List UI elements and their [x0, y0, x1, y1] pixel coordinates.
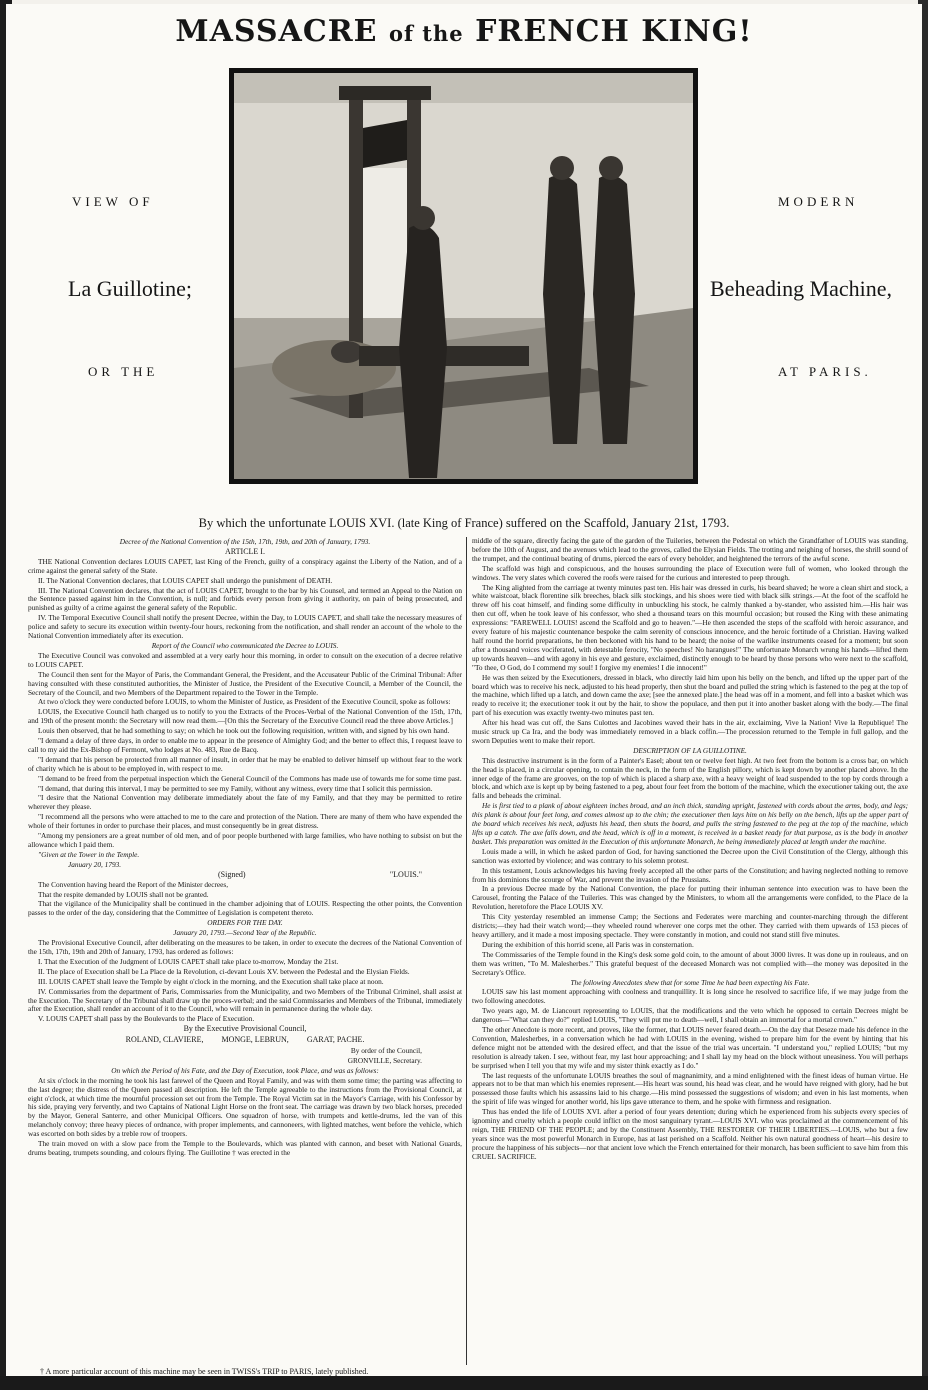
column-divider: [466, 537, 467, 1365]
paragraph: V. LOUIS CAPET shall pass by the Boulevards to the Place of Execution.: [38, 1014, 255, 1024]
paragraph: THE National Convention declares LOUIS CAPET, last King of the French, guilty of a conspiracy against the Liberty of the Nation, and of a crime against the general safety of the State.: [28, 556, 462, 575]
engraving-caption: By which the unfortunate LOUIS XVI. (late King of France) suffered on the Scaffold, January 21st, 1793.: [198, 516, 730, 530]
paragraph: middle of the square, directly facing the gate of the garden of the Tuileries, between the Pedestal on which the Grandfather of LOUIS was standing, before the 10th of August, and the avenues which lead to the groves, called the Elysian Fields. The trotting and neighing of horses, the shrill sound of the trumpet, and the continual beating of drums, pierced the ears of every beholder, and heightened the terrors of the awful scene.: [472, 536, 908, 563]
paragraph: IV. The Temporal Executive Council shall notify the present Decree, within the Day, to LOUIS CAPET, and shall take the necessary measures of police and safety to secure its execution within twenty-four hours, reckoning from the notification, and shall render an account of the whole to the National Convention immediately after its execution.: [28, 613, 462, 641]
side-beheading-machine: Beheading Machine,: [710, 276, 893, 301]
paragraph: The train moved on with a slow pace from the Temple to the Boulevards, which was planted with cannon, and beset with National Guards, drums beating, trumpets sounding, and colours flying. The Guillotine † was erected in the: [28, 1139, 462, 1157]
anecdotes-heading: The following Anecdotes shew that for some Time he had been expecting his Fate.: [570, 977, 810, 987]
paragraph: This destructive instrument is in the form of a Painter's Easel; about ten or twelve feet high. At two feet from the bottom is a cross bar, on which the head is placed, in a circular opening, to contain the neck, in the form of the English pillory, which is kept down by another placed above. In the inner edge of the frame are grooves, on the top of which is placed a sharp axe, with a heavy weight of lead suspended to the top by cords through a block, and which axe is kept up by being fastened to a peg, about four feet from the bottom of the machine, which the executioner taking out, the axe falls and beheads the criminal.: [472, 755, 908, 801]
paragraph: "I recommend all the persons who were attached to me to the care and protection of the Nation. There are many of them who have expended the whole of their fortunes in order to purchase their places, and must consequently be in great distress.: [28, 812, 462, 831]
paragraph: During the exhibition of this horrid scene, all Paris was in consternation.: [482, 939, 694, 949]
signature-3: GARAT, PACHE.: [306, 1035, 365, 1045]
paragraph: The King alighted from the carriage at twenty minutes past ten. His hair was dressed in curls, his beard shaved; he wore a clean shirt and stock, a white waistcoat, black florentine silk breeches, black silk stockings, and his shoes were tied with black silk strings.—At the foot of the scaffold he threw off his coat himself, and finding some difficulty in unbuckling his stock, he calmly thanked a by-stander, who assisted him.—His hair was then cut off, when he took leave of his confessor, who shed a thousand tears on this mournful occasion; but roused the King with these animating expressions: "FAREWELL LOUIS! ascend the Scaffold and go to heaven."—He then ascended the steps of the scaffold with heroic assurance, and every feature of his majestic countenance bespoke the calm serenity of conscious innocence, and the heroic fortitude of a Christian. Having walked half round the horrid preparations, he then beckoned with his hand to be heard; the noise of the warlike instruments ceased for a moment; but soon after a thousand voices vociferated, with detestable ferocity, "No speeches! No harangues!" The unfortunate Monarch wrung his hands—lifted them up towards heaven—and with agony in his eye and gesture, exclaimed, distinctly enough to be heard by those persons who were next to the scaffold, "To thee, O God, do I commend my soul! I forgive my enemies! I die innocent!": [472, 582, 908, 672]
title-of-the: of the: [388, 21, 464, 46]
paragraph: At six o'clock in the morning he took his last farewel of the Queen and Royal Family, and was with them some time; the parting was affecting to the last degree; the distress of the Queen passed all description. He left the Temple agreeable to the instructions from the Provisional Council, at eight o'clock, at which time the mournful procession set out from the Temple. The Royal Victim sat in the Mayor's Carriage, with his Confessor by his side, praying very fervently, and two Captains of National Light Horse on the front seat. The carriage was drawn by two black horses, preceded by the Mayor, General Santerre, and other Municipal Officers. One squadron of horse, with trumpets and kettle-drums, led the van of this melancholy convoy; three heavy pieces of ordnance, with proper implements, and cannoneers, with lighted matches, went before the vehicle, which was escorted on both sides by a treble row of troopers.: [28, 1075, 462, 1139]
page-title: [0, 14, 928, 49]
executioner-figure: [399, 225, 447, 478]
footnote: † A more particular account of this machine may be seen in TWISS's TRIP to PARIS, lately published.: [40, 1367, 369, 1376]
right-column: [472, 537, 908, 1163]
orders-date: January 20, 1793.—Second Year of the Republic.: [173, 928, 317, 938]
signed-label: (Signed): [218, 869, 246, 879]
paragraph: LOUIS, the Executive Council hath charged us to notify to you the Extracts of the Proces-Verbal of the National Convention of the 15th, 17th, and 19th of the present month: the Secretary will now read them.—[On this the Secretary of the Executive Council read the three above Articles.]: [28, 707, 462, 726]
paragraph: He is first tied to a plank of about eighteen inches broad, and an inch thick, standing upright, fastened with cords about the arms, body, and legs; this plank is about four feet long, and comes almost up to the chin; the executioner then lays him on his belly on the bench, lifts up the upper part of the board which receives his neck, adjusts his head, then shuts the board, and pulls the string fastened to the peg at the top of the machine, which lifts up a catch. The axe falls down, and the head, which is off in a moment, is received in a basket ready for that purpose, as is the body in another basket. This preparation was omitted in the Execution of this unfortunate Monarch, he being immediately placed at length under the machine.: [472, 801, 908, 846]
paragraph: The Convention having heard the Report of the Minister decrees,: [38, 879, 229, 889]
report-heading: Report of the Council who communicated the Decree to LOUIS.: [151, 640, 339, 650]
given-date: January 20, 1793.: [68, 859, 122, 869]
by-council: By the Executive Provisional Council,: [183, 1024, 307, 1034]
given-line: "Given at the Tower in the Temple.: [38, 849, 140, 859]
victim-head: [331, 341, 363, 363]
side-view-of: VIEW OF: [72, 194, 154, 209]
paragraph: "I demand a delay of three days, in order to enable me to appear in the presence of Almighty God; and the better to effect this, I request leave to call to my aid the Ex-Bishop of Fermont, who lodges at No. 483, Rue de Bacq.: [28, 736, 462, 754]
paragraph: II. The place of Execution shall be La Place de la Revolution, ci-devant Louis XV. between the Pedestal and the Elysian Fields.: [38, 966, 410, 976]
paragraph: At two o'clock they were conducted before LOUIS, to whom the Minister of Justice, as President of the Executive Council, spoke as follows:: [38, 697, 451, 707]
paragraph: The Executive Council was convoked and assembled at a very early hour this morning, in order to consult on the execution of a decree relative to LOUIS CAPET.: [28, 650, 462, 669]
signature-2: MONGE, LEBRUN,: [221, 1035, 289, 1045]
orders-heading: ORDERS FOR THE DAY.: [207, 918, 283, 928]
paragraph: The last requests of the unfortunate LOUIS breathes the soul of magnanimity, and a mind enlightened with the finest ideas of human virtue. He appears not to be that man which his enemies represent.—His heart was sound, his head was clear, and he would have reigned with glory, had he but possessed those faults which his assassins laid to his charge.—His mind possessed the suggestions of wisdom; and even in his last moments, when the spirit of life was winged for another world, his lips gave utterance to them, and he spoke with firmness and resignation.: [472, 1070, 908, 1107]
side-or-the: OR THE: [88, 364, 159, 379]
page-edge-bottom: [0, 1376, 928, 1390]
council-signatures: [28, 1036, 462, 1045]
left-column: [28, 537, 462, 1159]
signature-1: ROLAND, CLAVIERE,: [125, 1035, 204, 1045]
paragraph: LOUIS saw his last moment approaching with coolness and tranquillity. It is long since he resolved to sacrifice life, if we may judge from the two following anecdotes.: [472, 987, 908, 1006]
paragraph: Louis made a will, in which he asked pardon of God, for having sanctioned the Decree upon the Civil Constitution of the Clergy, although this sanction was extorted by violence; and was contrary to his solemn protest.: [472, 846, 908, 865]
side-guillotine: La Guillotine;: [68, 276, 193, 301]
title-end: FRENCH KING!: [475, 14, 753, 49]
paragraph: That the respite demanded by LOUIS shall not be granted.: [38, 889, 209, 899]
side-at-paris: AT PARIS.: [778, 364, 872, 379]
paragraph: "Among my pensioners are a great number of old men, and of poor people burthened with large families, who have nothing to subsist on but the allowance which I paid them.: [28, 831, 462, 849]
paragraph: "I demand to be freed from the perpetual inspection which the General Council of the Commons has made use of towards me for some time past.: [38, 773, 462, 783]
paragraph: The other Anecdote is more recent, and proves, like the former, that LOUIS never feared death.—On the day that Deseze made his defence in the Convention, Malesherbes, in a conversation which he had with LOUIS in the evening, wished to prepare him for the event by hinting that his defence might not be attended with the desired effect, and that the issue of the trial was uncertain. "I understand you," replied LOUIS; "but my resolution is already taken. I see, without fear, my last hour approaching; and I shall lay my head on the block without uneasiness. You will perhaps be surprised when I tell you that my wife and my sister think exactly as I do.": [472, 1025, 908, 1070]
paragraph: The scaffold was high and conspicuous, and the houses surrounding the place of Execution were full of women, who looked through the windows. The very slates which covered the roofs were raised for the curious and interested to peep through.: [472, 563, 908, 582]
paragraph: In a previous Decree made by the National Convention, the place for putting their inhuman sentence into execution was to have been the Carousel, fronting the Palace of the Tuileries. This was changed by the Ministers, to whom all the arrangements were confided, to the Place de la Revolution, heretofore the Place LOUIS XV.: [472, 884, 908, 912]
paragraph: The Council then sent for the Mayor of Paris, the Commandant General, the President, and the Accusateur Public of the Criminal Tribunal: After having consulted with these constituted authorities, the Minister of Justice, the President of the Executive Council, a Member of the Council, the Secretary of the Council, and two Members of the Department repaired to the Tower in the Temple.: [28, 669, 462, 697]
decree-heading: Decree of the National Convention of the 15th, 17th, 19th, and 20th of January, 1793.: [119, 537, 371, 546]
paragraph: IV. Commissaries from the department of Paris, Commissaries from the Municipality, and two Members of the Tribunal Criminel, shall assist at the Execution. The Secretary of the Tribunal shall draw up the proces-verbal; and the said Commissaries and Members of the Tribunal, immediately after the Execution, shall render an account of it to the Council, who will remain in permanence during the whole day.: [28, 986, 462, 1014]
engraving-illustration: [229, 68, 698, 484]
secretary: GRONVILLE, Secretary.: [347, 1055, 422, 1065]
article-heading: ARTICLE I.: [225, 546, 265, 556]
description-heading: DESCRIPTION OF LA GUILLOTINE.: [633, 745, 747, 755]
fate-heading: On which the Period of his Fate, and the Day of Execution, took Place, and was as follows:: [111, 1065, 379, 1075]
paragraph: After his head was cut off, the Sans Culottes and Jacobines waved their hats in the air, exclaiming, Vive la Nation! Vive la Republique! The music struck up Ca Ira, and the body was immediately removed in a black coffin.—The procession returned to the Temple in full gallop, and the sworn Deputies went to make their report.: [472, 718, 908, 745]
paragraph: II. The National Convention declares, that LOUIS CAPET shall undergo the punishment of DEATH.: [38, 575, 333, 585]
paragraph: "I demand, that during this interval, I may be permitted to see my Family, without any witness, every time that I solicit this permission.: [38, 783, 433, 793]
guillotine-blade: [363, 120, 407, 168]
paragraph: The Provisional Executive Council, after deliberating on the measures to be taken, in order to execute the decrees of the National Convention of the 15th, 17th, 19th and 20th of January, 1793, has ordered as follows:: [28, 938, 462, 956]
paragraph: Thus has ended the life of LOUIS XVI. after a period of four years detention; during which he experienced from his subjects every species of ignominy and cruelty which a people could inflict on the most sanguinary tyrant.—LOUIS XVI. who was proclaimed at the commencement of his reign, THE FRIEND OF THE PEOPLE; and by the Constituent Assembly, THE RESTORER OF THEIR LIBERTIES.—LOUIS, who but a few years since was the most powerful Monarch in Europe, has at last perished on a Scaffold. Neither his own natural goodness of heart—his desire to procure the happiness of his subjects—nor that ancient love which the French entertained for their monarch, has been sufficient to save him from this CRUEL SACRIFICE.: [472, 1107, 908, 1161]
paragraph: The Commissaries of the Temple found in the King's desk some gold coin, to the amount of about 3000 livres. It was done up in rouleaus, and on them was written, "To M. Malesherbes." This grateful bequest of the deceased Monarch was not complied with—the money was deposited in the Secretary's Office.: [472, 949, 908, 977]
title-main: MASSACRE: [175, 14, 378, 49]
paragraph: III. LOUIS CAPET shall leave the Temple by eight o'clock in the morning, and the Execution shall take place at noon.: [38, 976, 384, 986]
paragraph: Two years ago, M. de Liancourt representing to LOUIS, that the modifications and the veto which he opposed to certain Decrees might be dangerous—"What can they do?" replied LOUIS, "They will put me to death—well, I shall obtain an immortal for a mortal crown.": [472, 1006, 908, 1025]
paragraph: "I demand that his person be protected from all manner of insult, in order that he may be enabled to deliver himself up without fear to the work of charity which he is about to be employed in, with respect to me.: [28, 754, 462, 773]
louis-signature: "LOUIS.": [389, 869, 422, 879]
paragraph: Louis then observed, that he had something to say; on which he took out the following requisition, written with, and signed by his own hand.: [38, 726, 450, 736]
guillotine-engraving: [229, 68, 698, 484]
paragraph: He was then seized by the Executioners, dressed in black, who directly laid him upon his belly on the bench, and lifted up the upper part of the board which was to receive his neck, adjusted to his head properly, then shut the board and pulled the string which is fastened to the peg at the top of the machine, which lifted up a latch, and down came the axe; [see the annexed plate.] the head was off in a moment, and fell into a basket which was ready to receive it; the executioner took it out by the hair, to show the populace, and then put it into another basket along with the body.—The final part of his execution was exactly twenty-two minutes past ten.: [472, 672, 908, 718]
side-modern: MODERN: [778, 194, 859, 209]
guillotine-crossbar: [339, 86, 431, 100]
paragraph: I. That the Execution of the Judgment of LOUIS CAPET shall take place to-morrow, Monday the 21st.: [38, 956, 339, 966]
paragraph: III. The National Convention declares, that the act of LOUIS CAPET, brought to the bar by his Counsel, and termed an Appeal to the Nation on the Sentence passed against him in the Convention, is null; and forbids every person from giving it authority, on pain of being prosecuted, and punished as guilty of a crime against the general safety of the Republic.: [28, 585, 462, 613]
by-order: By order of the Council,: [350, 1046, 422, 1056]
paragraph: That the vigilance of the Municipality shall be continued in the chamber adjoining that of LOUIS. Respecting the other points, the Convention passes to the order of the day, considering that the Committee of Legislation is competent thereto.: [28, 899, 462, 918]
paragraph: "I desire that the National Convention may deliberate immediately about the fate of my Family, and that they may be permitted to retire wherever they please.: [28, 793, 462, 812]
paragraph: This City yesterday resembled an immense Camp; the Sections and Federates were marching and counter-marching through the different districts;—they had their watch word;—they wheeled round wherever one corps met the other. They carried with them upwards of 153 pieces of heavy artillery, and it made a most imposing spectacle. They were constantly in motion, and could not stand still five minutes.: [472, 912, 908, 939]
paragraph: In this testament, Louis acknowledges his having freely accepted all the other parts of the Constitution; and having neglected nothing to remove from his dominions the scourge of War, and prevent the invasion of the Prussians.: [472, 865, 908, 884]
